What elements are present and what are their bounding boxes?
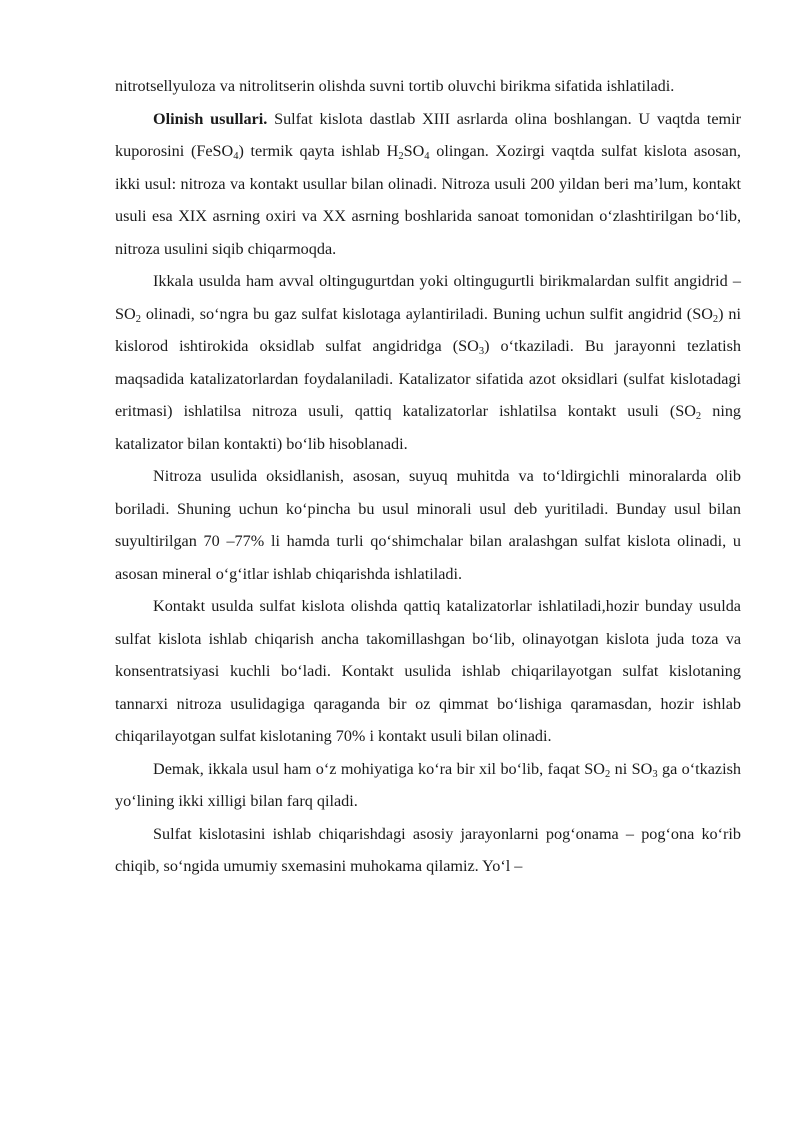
text-run: olinadi, so‘ngra bu gaz sulfat kislotaga aylantiriladi. Buning uchun sulfit angidrid (SO [140, 304, 713, 323]
subscript: 4 [424, 151, 430, 162]
text-run: ni SO [610, 759, 653, 778]
subscript: 3 [478, 346, 485, 357]
document-page [115, 70, 741, 883]
subscript: 2 [712, 313, 719, 325]
text-run: ga o‘tkazish yo‘lining ikki xilligi bilan farq qiladi. [115, 759, 741, 810]
text-run: olingan. Xozirgi vaqtda sulfat kislota asosan, ikki usul: nitroza va kontakt usullar bilan olinadi. Nitroza usuli 200 yildan beri ma’lum, kontakt usuli esa XIX asrning oxiri va XX asrning boshlarida sanoat tomonidan o‘zlashtirilgan bo‘lib, nitroza usulini siqib chiqarmoqda. [115, 142, 741, 258]
text-run: Sulfat kislota dastlab XIII asrlarda olina boshlangan. U vaqtda temir kuporosini (FeSO [115, 109, 741, 160]
text-run: Kontakt usulda sulfat kislota olishda qattiq katalizatorlar ishlatiladi,hozir bunday usulda sulfat kislota ishlab chiqarish ancha takomillashgan bo‘lib, olinayotgan kislota juda toza va konsentratsiyasi kuchli bo‘ladi. Kontakt usulida ishlab chiqarilayotgan sulfat kislotaning tannarxi nitroza usulidagiga qaraganda bir oz qimmat bo‘lishiga qaramasdan, hozir ishlab chiqarilayotgan sulfat kislotaning 70% i kontakt usuli bilan olinadi. [115, 597, 741, 745]
text-run: ) o‘tkaziladi. Bu jarayonni tezlatish maqsadida katalizatorlardan foydalaniladi. Katalizator sifatida azot oksidlari (sulfat kislotadagi eritmasi) ishlatilsa nitroza usuli, qattiq katalizatorlar ishlatilsa kontakt usuli (SO [115, 337, 741, 420]
subscript: 3 [652, 768, 658, 780]
text-run: ning katalizator bilan kontakti) bo‘lib hisoblanadi. [115, 402, 742, 453]
text-run: Ikkala usulda ham avval oltingugurtdan yoki oltingugurtli birikmalardan sulfit angidrid – SO [115, 272, 741, 323]
text-run: SO [403, 142, 425, 160]
paragraph [115, 70, 741, 103]
paragraph [115, 460, 741, 590]
subscript: 2 [398, 151, 404, 162]
text-run: Sulfat kislotasini ishlab chiqarishdagi asosiy jarayonlarni pog‘onama – pog‘ona ko‘rib chiqib, so‘ngida umumiy sxemasini muhokama qilamiz. Yo‘l – [115, 824, 741, 875]
text-run: ) termik qayta ishlab H [238, 142, 399, 160]
section-heading: Olinish usullari. [153, 109, 268, 128]
text-run: Nitroza usulida oksidlanish, asosan, suyuq muhitda va to‘ldirgichli minoralarda olib boriladi. Shuning uchun ko‘pincha bu usul minorali usul deb yuritiladi. Bunday usul bilan suyultirilgan 70 –77% li hamda turli qo‘shimchalar bilan aralashgan sulfat kislota olinadi, u asosan mineral o‘g‘itlar ishlab chiqarishda ishlatiladi. [115, 467, 741, 583]
subscript: 4 [233, 151, 239, 162]
paragraph [115, 753, 741, 818]
subscript: 2 [135, 313, 141, 325]
text-run: Demak, ikkala usul ham o‘z mohiyatiga ko‘ra bir xil bo‘lib, faqat SO [153, 759, 605, 778]
paragraph [115, 265, 741, 460]
text-run: ) ni kislorod ishtirokida oksidlab sulfat angidridga (SO [115, 304, 741, 355]
paragraph [115, 818, 741, 883]
text-run: nitrotsellyuloza va nitrolitserin olishda suvni tortib oluvchi birikma sifatida ishlatiladi. [115, 77, 675, 95]
subscript: 2 [605, 768, 611, 780]
subscript: 2 [695, 411, 702, 422]
paragraph [115, 103, 741, 266]
paragraph [115, 590, 741, 753]
